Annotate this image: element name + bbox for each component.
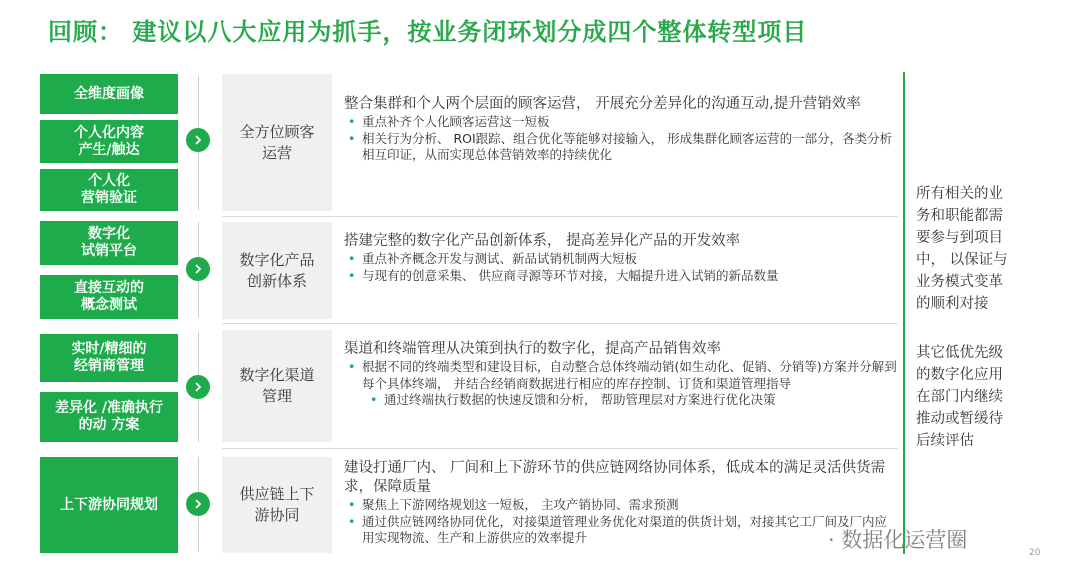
app-box-personalized-marketing xyxy=(40,169,178,211)
app-label: 概念测试 xyxy=(81,297,137,313)
app-box-supply-chain-planning xyxy=(40,457,178,553)
app-label: 实时/精细的 xyxy=(71,341,147,357)
bullet-item: • 重点补齐概念开发与测试、新品试销机制两大短板 xyxy=(348,251,899,268)
right-note-low-priority xyxy=(916,342,1036,452)
app-label: 全维度画像 xyxy=(74,85,144,102)
row-divider xyxy=(222,216,898,217)
chevron-right-icon xyxy=(186,375,210,399)
description-main: 整合集群和个人两个层面的顾客运营， 开展充分差异化的沟通互动,提升营销效率 xyxy=(344,96,861,112)
category-label: 供应链上下 xyxy=(239,485,315,503)
description-channel-management xyxy=(344,340,899,409)
category-label: 游协同 xyxy=(254,506,300,524)
app-label: 直接互动的 xyxy=(74,280,144,296)
page-number: 20 xyxy=(1029,548,1041,558)
description-product-innovation xyxy=(344,232,899,284)
app-box-differentiated-execution xyxy=(40,392,178,442)
app-box-concept-test xyxy=(40,275,178,319)
description-supply-chain xyxy=(344,459,899,547)
right-note-line: 推动或暂缓待 xyxy=(916,411,1003,427)
category-customer-operations xyxy=(222,74,332,211)
right-note-line: 后续评估 xyxy=(916,433,974,449)
category-label: 运营 xyxy=(261,143,292,162)
app-box-dealer-management xyxy=(40,334,178,382)
app-label: 的动 方案 xyxy=(78,417,140,433)
category-label: 数字化渠道 xyxy=(239,366,315,384)
app-label: 数字化 xyxy=(88,226,130,242)
right-note-line: 所有相关的业 xyxy=(916,186,1003,202)
bullet-list xyxy=(344,359,899,409)
category-channel-management xyxy=(222,330,332,442)
bullet-list xyxy=(344,497,899,547)
description-main: 渠道和终端管理从决策到执行的数字化，提高产品销售效率 xyxy=(344,341,721,357)
right-note-line: 业务模式变革 xyxy=(916,274,1003,290)
app-box-digital-trial xyxy=(40,221,178,265)
row-divider xyxy=(222,323,898,324)
category-supply-chain xyxy=(222,457,332,553)
bullet-item: • 相关行为分析、 ROI跟踪、组合优化等能够对接输入， 形成集群化顾客运营的一部分，各类分析相互印证，从而实现总体营销效率的持续优化 xyxy=(348,131,899,164)
category-product-innovation xyxy=(222,222,332,319)
chevron-right-icon xyxy=(186,492,210,516)
bullet-list xyxy=(344,114,899,164)
chevron-right-icon xyxy=(186,257,210,281)
category-label: 数字化产品 xyxy=(239,250,315,269)
app-label: 试销平台 xyxy=(81,243,137,259)
app-label: 差异化 /准确执行 xyxy=(55,400,163,416)
app-box-personalized-content xyxy=(40,120,178,163)
category-label: 全方位顾客 xyxy=(239,122,315,141)
right-note-line: 的数字化应用 xyxy=(916,367,1003,383)
page-title: 回顾： 建议以八大应用为抓手，按业务闭环划分成四个整体转型项目 xyxy=(48,18,808,46)
bullet-item: • 通过供应链网络协同优化，对接渠道管理业务优化对渠道的供货计划，对接其它工厂间及厂内应用实现物流、生产和上游供应的效率提升 xyxy=(348,514,899,547)
right-divider xyxy=(903,72,905,554)
category-label: 管理 xyxy=(261,387,292,405)
app-label: 营销验证 xyxy=(81,190,137,206)
right-note-line: 务和职能都需 xyxy=(916,208,1003,224)
bullet-item: • 与现有的创意采集、 供应商寻源等环节对接，大幅提升进入试销的新品数量 xyxy=(348,268,899,285)
app-label: 个人化内容 xyxy=(74,124,144,141)
app-box-full-profile xyxy=(40,74,178,114)
bullet-item: • 根据不同的终端类型和建设目标，自动整合总体终端动销(如生动化、促销、分销等)方案并分解到每个具体终端， 并结合经销商数据进行相应的库存控制、订货和渠道管理指导 xyxy=(348,359,899,392)
bullet-list xyxy=(344,251,899,284)
right-note-all-functions xyxy=(916,183,1036,315)
watermark: · 数据化运营圈 xyxy=(828,528,968,552)
description-main: 建设打通厂内、 厂间和上下游环节的供应链网络协同体系，低成本的满足灵活供货需求，保障质量 xyxy=(344,460,886,495)
app-label: 产生/触达 xyxy=(78,141,140,158)
description-main: 搭建完整的数字化产品创新体系， 提高差异化产品的开发效率 xyxy=(344,233,741,249)
right-note-line: 其它低优先级 xyxy=(916,345,1003,361)
right-note-line: 要参与到项目 xyxy=(916,230,1003,246)
bullet-item: • 重点补齐个人化顾客运营这一短板 xyxy=(348,114,899,131)
app-label: 上下游协同规划 xyxy=(60,496,158,513)
bullet-item: • 聚焦上下游网络规划这一短板， 主攻产销协同、需求预测 xyxy=(348,497,899,514)
right-note-line: 的顺利对接 xyxy=(916,296,989,312)
right-note-line: 在部门内继续 xyxy=(916,389,1003,405)
row-divider xyxy=(222,448,898,449)
description-customer-operations xyxy=(344,95,899,164)
app-label: 经销商管理 xyxy=(74,358,144,374)
app-label: 个人化 xyxy=(88,173,130,189)
category-label: 创新体系 xyxy=(246,271,307,290)
chevron-right-icon xyxy=(186,128,210,152)
right-note-line: 中， 以保证与 xyxy=(916,252,1008,268)
bullet-item: • 通过终端执行数据的快速反馈和分析， 帮助管理层对方案进行优化决策 xyxy=(370,392,899,409)
